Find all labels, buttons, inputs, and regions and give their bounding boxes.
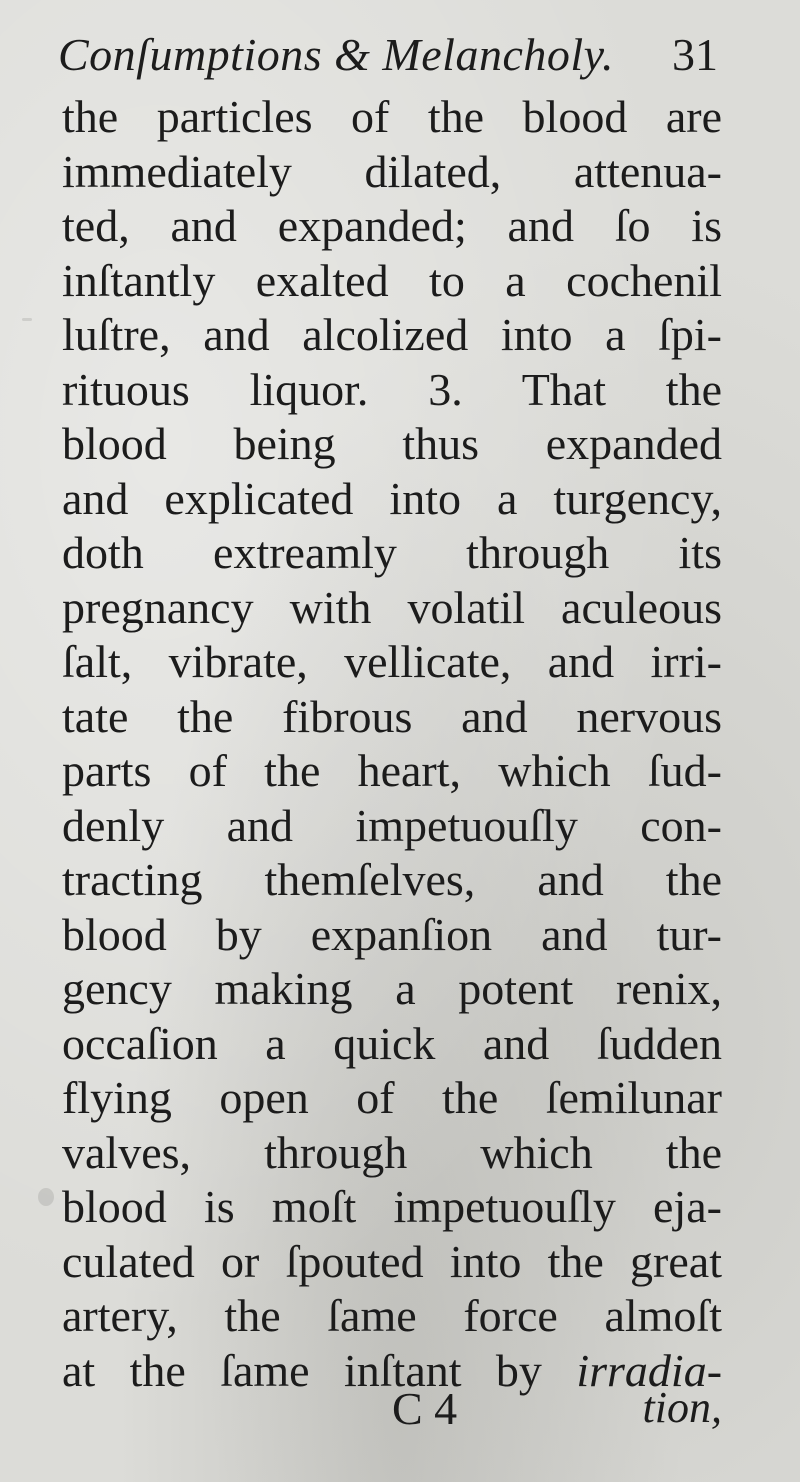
- text-line: culated or ſpouted into the great: [62, 1235, 722, 1287]
- ink-speck: [38, 1188, 54, 1206]
- last-line-italic: irradia-: [576, 1344, 722, 1396]
- page-header: [58, 28, 718, 88]
- text-line: and explicated into a turgency,: [62, 472, 722, 524]
- text-line: pregnancy with volatil aculeous: [62, 581, 722, 633]
- text-line: ſalt, vibrate, vellicate, and irri-: [62, 636, 722, 687]
- text-line: inſtantly exalted to a cochenil: [62, 254, 722, 306]
- text-line: blood by expanſion and tur-: [62, 908, 722, 960]
- text-line: tracting themſelves, and the: [62, 854, 722, 905]
- text-line: blood being thus expanded: [62, 418, 722, 469]
- text-line: ted, and expanded; and ſo is: [62, 200, 722, 251]
- body-text: [62, 90, 722, 1398]
- text-line: valves, through which the: [62, 1126, 722, 1178]
- text-line: tate the fibrous and nervous: [62, 690, 722, 742]
- text-line: occaſion a quick and ſudden: [62, 1017, 722, 1069]
- ink-speck: [22, 318, 32, 321]
- text-line: denly and impetuouſly con-: [62, 799, 722, 851]
- text-line: immediately dilated, attenua-: [62, 145, 722, 197]
- signature-mark: C 4: [392, 1383, 458, 1434]
- page-number: 31: [672, 29, 718, 80]
- text-line: blood is moſt impetuouſly eja-: [62, 1181, 722, 1232]
- catchword: tion,: [642, 1383, 722, 1432]
- text-line: luſtre, and alcolized into a ſpi-: [62, 309, 722, 360]
- running-head: Conſumptions & Melancholy.: [58, 29, 615, 80]
- page-footer: [62, 1382, 722, 1442]
- text-line: parts of the heart, which ſud-: [62, 745, 722, 796]
- text-line: doth extreamly through its: [62, 527, 722, 578]
- text-line: the particles of the blood are: [62, 91, 722, 142]
- text-line: rituous liquor. 3. That the: [62, 363, 722, 415]
- last-line-roman: at the ſame inſtant by: [62, 1344, 542, 1396]
- text-line: artery, the ſame force almoſt: [62, 1290, 722, 1341]
- text-line: flying open of the ſemilunar: [62, 1072, 722, 1123]
- text-line: gency making a potent renix,: [62, 963, 722, 1014]
